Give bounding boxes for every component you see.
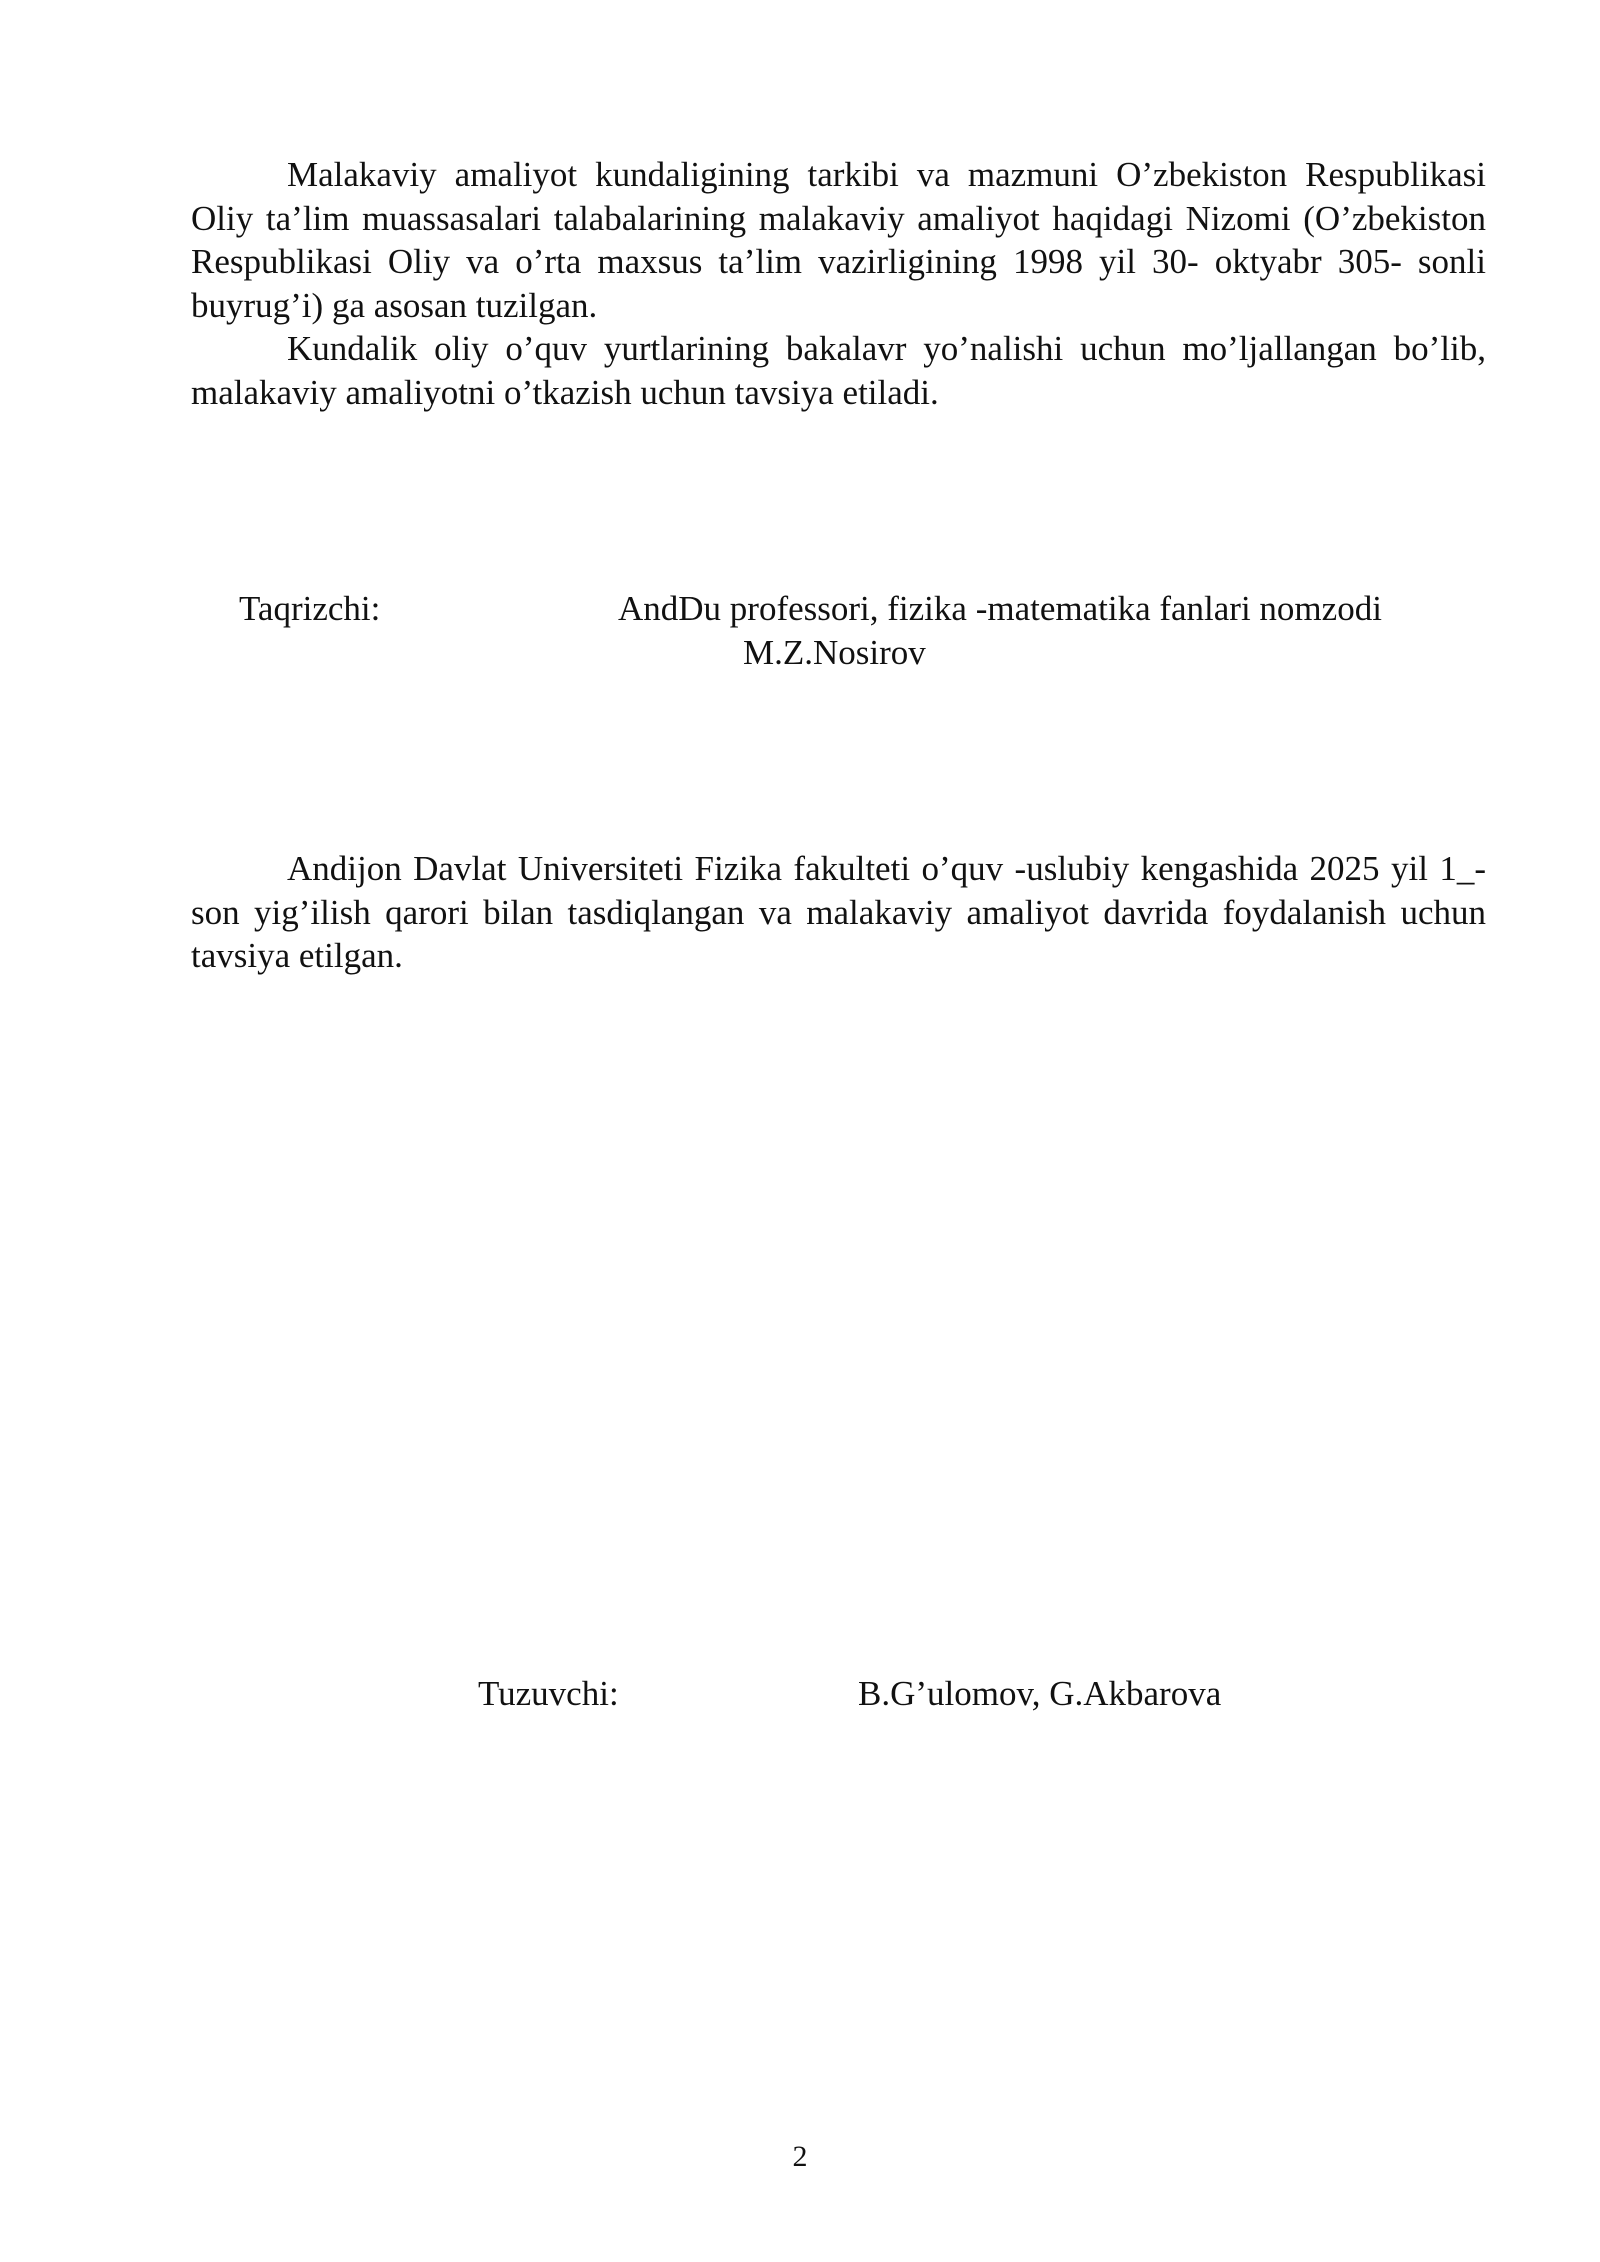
- reviewer-title: AndDu professori, fizika -matematika fanlari nomzodi: [618, 589, 1382, 628]
- reviewer-name: M.Z.Nosirov: [743, 633, 926, 672]
- approval-paragraph: Andijon Davlat Universiteti Fizika fakulteti o’quv -uslubiy kengashida 2025 yil 1_- son yig’ilish qarori bilan tasdiqlangan va malakaviy amaliyot davrida foydalanish uchun tavsiya etilgan.: [191, 849, 1486, 975]
- page-number: 2: [792, 2140, 808, 2173]
- compiler-label: Tuzuvchi:: [478, 1674, 619, 1713]
- reviewer-label: Taqrizchi:: [239, 589, 381, 628]
- recommendation-paragraph: Kundalik oliy o’quv yurtlarining bakalavr yo’nalishi uchun mo’ljallangan bo’lib, malakaviy amaliyotni o’tkazish uchun tavsiya etiladi.: [191, 329, 1486, 412]
- compiler-names: B.G’ulomov, G.Akbarova: [858, 1674, 1222, 1713]
- intro-paragraph: Malakaviy amaliyot kundaligining tarkibi va mazmuni O’zbekiston Respublikasi Oliy ta’lim muassasalari talabalarining malakaviy amaliyot haqidagi Nizomi (O’zbekiston Respublikasi Oliy va o’rta maxsus ta’lim vazirligining 1998 yil 30- oktyabr 305- sonli buyrug’i) ga asosan tuzilgan.: [191, 155, 1486, 325]
